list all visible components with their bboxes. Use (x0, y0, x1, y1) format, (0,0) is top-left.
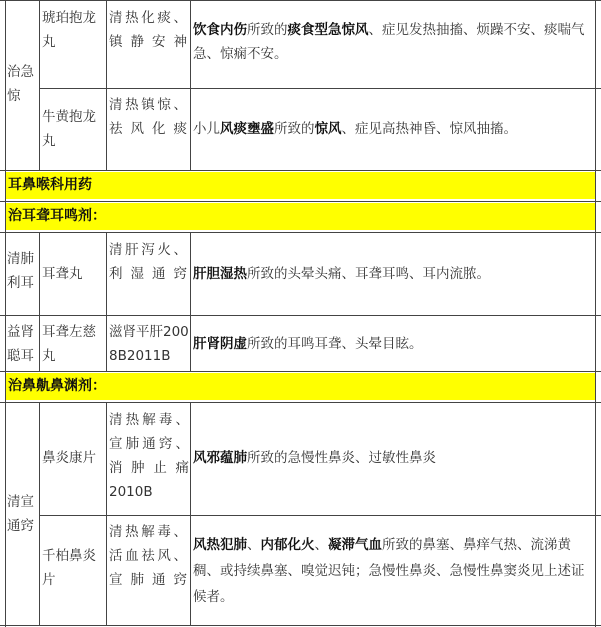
indication-text: 小儿 (193, 121, 220, 137)
rule (39, 88, 601, 89)
indication-cell (193, 532, 593, 610)
indication-text: 所致的头晕头痛、耳聋耳鸣、耳内流脓。 (247, 266, 490, 282)
rule (0, 371, 601, 372)
rule (0, 625, 601, 626)
category-label: 清肺利耳 (7, 251, 34, 291)
indication-keyword: 惊风 (314, 121, 342, 137)
section-band-ent (6, 172, 595, 199)
indication-keyword: 风热犯肺 (193, 537, 247, 553)
drug-name: 耳聋左慈丸 (42, 324, 96, 364)
section-title-ent: 耳鼻喉科用药 (8, 177, 92, 193)
indication-keyword: 肝胆湿热 (193, 266, 247, 282)
indication-cell (193, 18, 593, 66)
rule (0, 232, 601, 233)
drug-effect: 清热解毒、宣肺通窍、消肿止痛 2010B (109, 412, 189, 500)
category-label: 益肾聪耳 (7, 324, 34, 364)
drug-name: 鼻炎康片 (42, 450, 96, 466)
rule (0, 402, 601, 403)
indication-text: 、症见高热神昏、惊风抽搐。 (341, 121, 517, 137)
rule (106, 0, 107, 170)
effect-cell (109, 520, 187, 592)
indication-cell (193, 332, 593, 356)
rule (0, 170, 601, 171)
effect-cell (109, 408, 189, 504)
drug-effect: 清肝泻火、利湿通窍 (109, 242, 187, 282)
category-cell (7, 247, 37, 295)
indication-text: 所致的 (274, 121, 315, 137)
indication-text: 、 (247, 537, 261, 553)
indication-cell (193, 262, 593, 286)
indication-cell (193, 117, 593, 141)
drug-name-cell (42, 446, 104, 470)
rule (190, 402, 191, 625)
section-title-nose: 治鼻鼽鼻渊剂： (8, 378, 106, 394)
indication-keyword: 肝肾阴虚 (193, 336, 247, 352)
rule (106, 402, 107, 625)
indication-text: 、 (314, 537, 328, 553)
rule (39, 515, 601, 516)
indication-text: 所致的鼻塞、鼻痒气热、流涕黄稠、或持续鼻塞、嗅觉迟钝；急慢性鼻炎、急慢性鼻窦炎见上述证候者。 (193, 537, 585, 605)
category-cell (7, 490, 37, 538)
drug-name: 耳聋丸 (42, 266, 83, 282)
rule (190, 0, 191, 170)
effect-cell (109, 6, 187, 54)
drug-name-cell (42, 105, 104, 153)
indication-keyword: 痰食型急惊风 (287, 22, 369, 38)
drug-name-cell (42, 320, 104, 368)
drug-name: 牛黄抱龙丸 (42, 109, 96, 149)
drug-effect: 清热镇惊、祛风化痰 (109, 97, 187, 137)
rule (39, 232, 40, 371)
indication-keyword: 风痰壅盛 (220, 121, 274, 137)
drug-name-cell (42, 6, 104, 54)
rule (5, 0, 6, 627)
indication-keyword: 凝滞气血 (328, 537, 382, 553)
effect-cell (109, 238, 187, 286)
effect-cell (109, 93, 187, 141)
category-cell (7, 320, 37, 368)
category-label: 治急惊 (7, 64, 34, 104)
section-band-ear (6, 203, 595, 230)
rule (39, 402, 40, 625)
indication-keyword: 饮食内伤 (193, 22, 247, 38)
indication-cell (193, 446, 593, 470)
drug-effect: 清热解毒、活血祛风、宣肺通窍 (109, 524, 187, 588)
indication-text: 所致的急慢性鼻炎、过敏性鼻炎 (247, 450, 436, 466)
section-title-ear: 治耳聋耳鸣剂： (8, 208, 106, 224)
section-band-nose (6, 373, 595, 400)
drug-name-cell (42, 262, 104, 286)
effect-cell (109, 320, 189, 368)
rule (0, 0, 601, 1)
rule (39, 0, 40, 170)
drug-name: 千柏鼻炎片 (42, 548, 96, 588)
drug-name: 琥珀抱龙丸 (42, 10, 96, 50)
indication-text: 、症见发热抽搐、烦躁不安、痰喘气急、惊痫不安。 (193, 22, 585, 62)
indication-keyword: 内郁化火 (260, 537, 315, 553)
rule (106, 232, 107, 371)
category-cell (7, 60, 37, 108)
rule (0, 201, 601, 202)
drug-effect: 清热化痰、镇静安神 (109, 10, 187, 50)
drug-name-cell (42, 544, 104, 592)
rule (595, 0, 596, 627)
drug-effect: 滋肾平肝2008B2011B (109, 324, 189, 364)
indication-text: 所致的 (247, 22, 288, 38)
rule (0, 315, 601, 316)
rule (190, 232, 191, 371)
indication-keyword: 风邪蕴肺 (193, 450, 247, 466)
indication-text: 所致的耳鸣耳聋、头晕目眩。 (247, 336, 423, 352)
category-label: 清宣通窍 (7, 494, 34, 534)
